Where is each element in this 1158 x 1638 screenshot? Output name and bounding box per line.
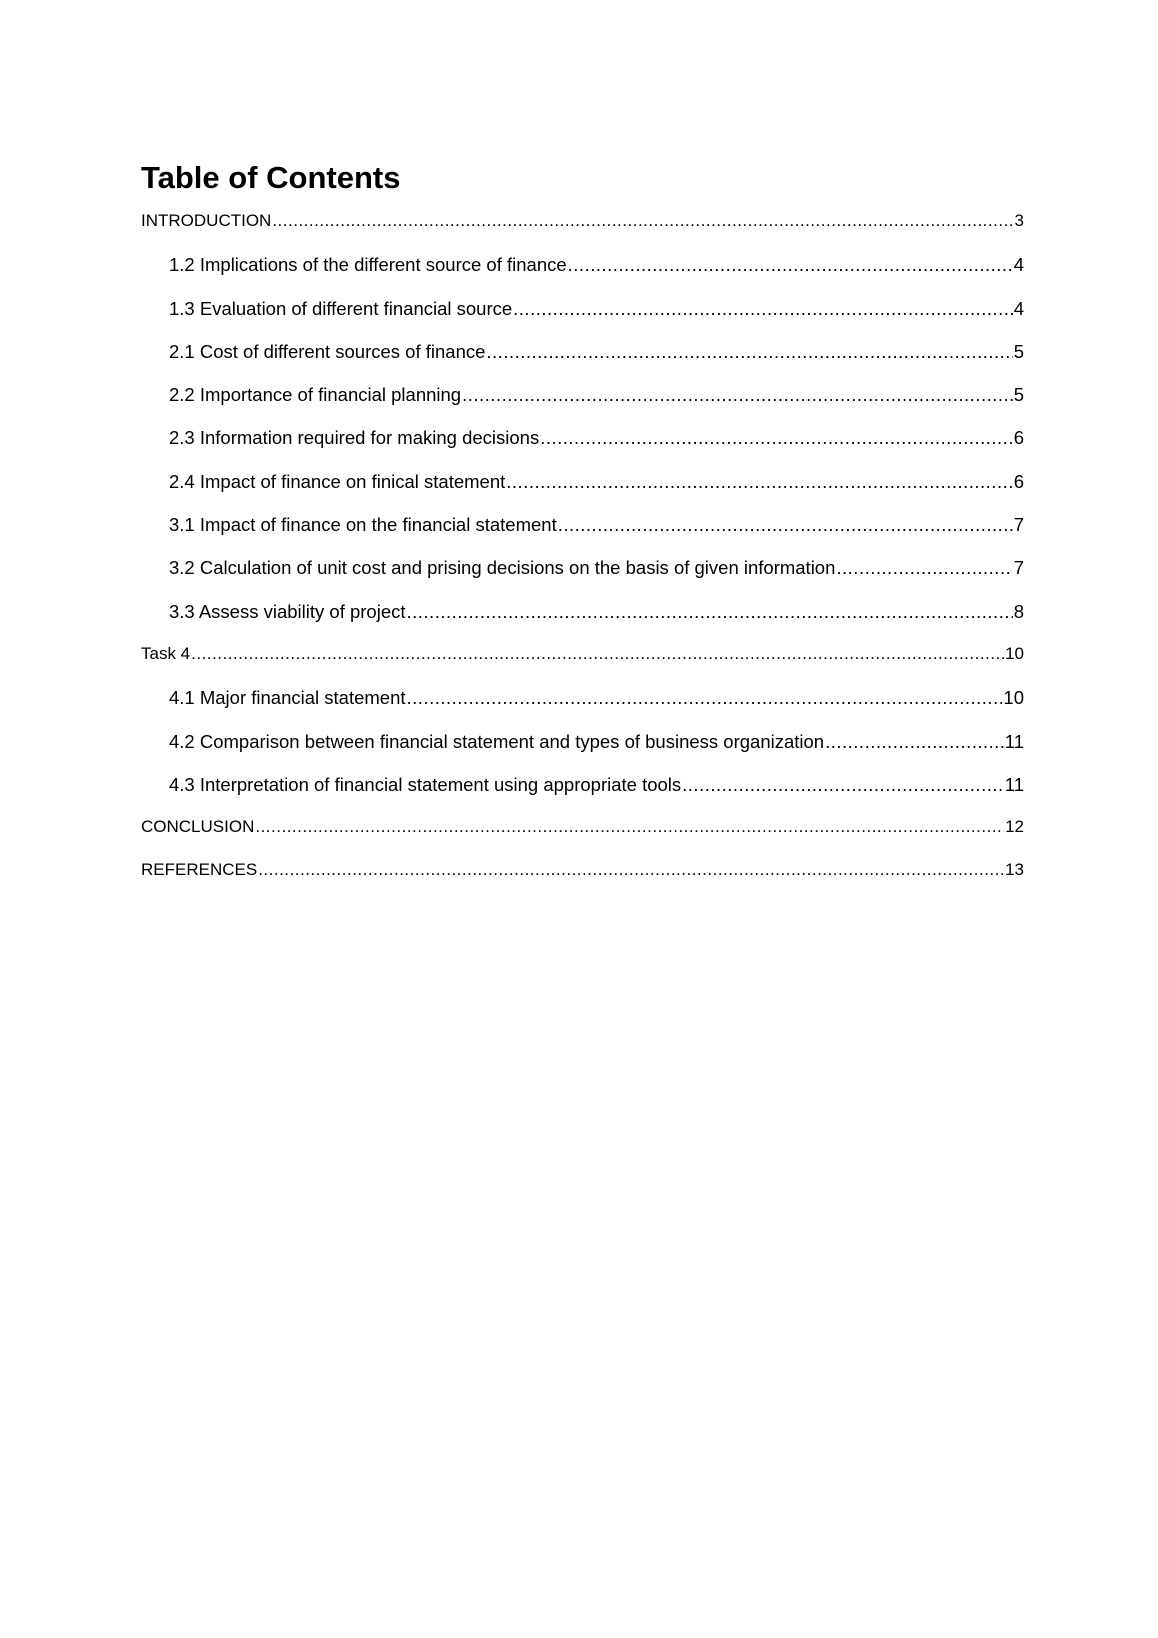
toc-entry-page: 7 [1013, 514, 1024, 536]
toc-leader-dots [255, 817, 1004, 837]
toc-entry-page: 4 [1013, 297, 1024, 319]
toc-leader-dots [407, 601, 1013, 623]
toc-entry-4-2[interactable] [141, 731, 1024, 774]
toc-entry-page: 11 [1004, 730, 1024, 752]
toc-leader-dots [682, 774, 1004, 796]
toc-leader-dots [836, 557, 1012, 579]
toc-leader-dots [191, 644, 1004, 664]
toc-entry-text: 3.3 Assess viability of project [169, 600, 406, 622]
toc-entry-page: 7 [1013, 557, 1024, 579]
toc-entry-references[interactable] [141, 860, 1024, 903]
toc-leader-dots [407, 687, 1003, 709]
toc-entry-text: INTRODUCTION [141, 211, 272, 230]
toc-entry-conclusion[interactable] [141, 817, 1024, 860]
toc-entry-text: 4.1 Major financial statement [169, 687, 406, 709]
toc-entry-3-2[interactable] [141, 557, 1024, 600]
toc-entry-4-3[interactable] [141, 774, 1024, 817]
toc-leader-dots [462, 384, 1013, 406]
toc-entry-page: 6 [1013, 470, 1024, 492]
toc-entry-text: CONCLUSION [141, 817, 255, 837]
toc-entry-2-2[interactable] [141, 384, 1024, 427]
toc-entry-text: REFERENCES [141, 860, 258, 880]
toc-entry-text: 2.1 Cost of different sources of finance [169, 340, 486, 362]
toc-entry-page: 10 [1003, 687, 1024, 709]
toc-leader-dots [272, 211, 1013, 231]
toc-entry-3-1[interactable] [141, 514, 1024, 557]
toc-leader-dots [558, 514, 1013, 536]
toc-leader-dots [513, 298, 1013, 320]
toc-list [141, 211, 1024, 904]
toc-entry-text: 1.2 Implications of the different source of finance [169, 254, 567, 276]
toc-entry-page: 11 [1004, 773, 1024, 795]
toc-title: Table of Contents [141, 160, 401, 195]
toc-entry-page: 13 [1005, 860, 1024, 880]
toc-entry-text: 2.3 Information required for making decisions [169, 427, 540, 449]
toc-leader-dots [568, 254, 1013, 276]
toc-leader-dots [540, 427, 1013, 449]
toc-entry-text: 4.2 Comparison between financial statement and types of business organization [169, 730, 825, 752]
toc-leader-dots [506, 471, 1012, 493]
toc-leader-dots [486, 341, 1012, 363]
toc-entry-page: 12 [1005, 817, 1024, 837]
toc-entry-page: 4 [1013, 254, 1024, 276]
toc-entry-1-3[interactable] [141, 298, 1024, 341]
toc-entry-page: 5 [1013, 384, 1024, 406]
toc-entry-page: 5 [1013, 340, 1024, 362]
toc-entry-text: 3.2 Calculation of unit cost and prising decisions on the basis of given information [169, 557, 836, 579]
toc-entry-page: 10 [1005, 643, 1024, 663]
toc-entry-2-3[interactable] [141, 427, 1024, 470]
toc-entry-text: 3.1 Impact of finance on the financial statement [169, 514, 557, 536]
toc-entry-page: 3 [1014, 211, 1024, 230]
toc-entry-text: 1.3 Evaluation of different financial source [169, 297, 513, 319]
toc-entry-4-1[interactable] [141, 687, 1024, 730]
toc-entry-3-3[interactable] [141, 601, 1024, 644]
toc-entry-1-2[interactable] [141, 254, 1024, 297]
toc-entry-2-4[interactable] [141, 471, 1024, 514]
toc-entry-page: 8 [1013, 600, 1024, 622]
toc-entry-page: 6 [1013, 427, 1024, 449]
toc-leader-dots [258, 860, 1004, 880]
toc-entry-task-4[interactable] [141, 644, 1024, 687]
toc-entry-text: 2.2 Importance of financial planning [169, 384, 462, 406]
toc-entry-text: 2.4 Impact of finance on finical statement [169, 470, 506, 492]
toc-entry-text: 4.3 Interpretation of financial statement using appropriate tools [169, 773, 682, 795]
toc-leader-dots [825, 731, 1004, 753]
toc-entry-introduction[interactable] [141, 211, 1024, 254]
toc-entry-text: Task 4 [141, 643, 191, 663]
toc-entry-2-1[interactable] [141, 341, 1024, 384]
